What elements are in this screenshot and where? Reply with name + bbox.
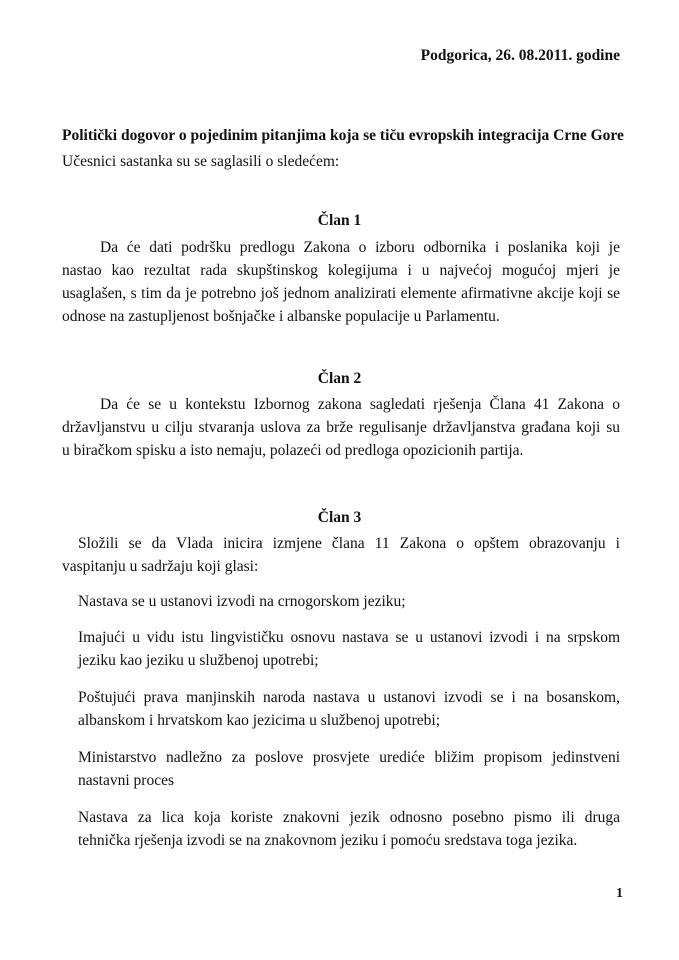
list-item: tehnička rješenja izvodi se na znakovnom jeziku i pomoću sredstava toga jezika. — [78, 832, 578, 849]
article-1-line: Da će dati podršku predlogu Zakona o izboru odbornika i poslanika koji je — [100, 239, 620, 256]
list-item: Imajući u vidu istu lingvističku osnovu nastava se u ustanovi izvodi i na srpskom — [78, 629, 620, 646]
article-2-heading: Član 2 — [317, 370, 362, 387]
article-1-line: odnose na zastupljenost bošnjačke i albanske populacije u Parlamentu. — [62, 308, 500, 325]
article-2-line: državljanstvu u cilju stvaranja uslova za brže regulisanje državljanstva građana koji su — [62, 419, 620, 436]
article-1-heading: Član 1 — [317, 212, 362, 229]
document-title: Politički dogovor o pojedinim pitanjima koja se tiču evropskih integracija Crne Gore — [62, 127, 624, 144]
list-item: Ministarstvo nadležno za poslove prosvjete urediće bližim propisom jedinstveni — [78, 749, 620, 766]
list-item: jeziku kao jeziku u službenoj upotrebi; — [78, 652, 319, 669]
article-3-line: Složili se da Vlada inicira izmjene člana 11 Zakona o opštem obrazovanju i — [78, 535, 620, 552]
article-1-line: nastao kao rezultat rada skupštinskog kolegijuma i u najvećoj mogućoj mjeri je — [62, 262, 620, 279]
list-item: nastavni proces — [78, 772, 174, 789]
article-2-line: Da će se u kontekstu Izbornog zakona sagledati rješenja Člana 41 Zakona o — [100, 396, 620, 413]
intro-text: Učesnici sastanka su se saglasili o sledećem: — [62, 153, 340, 170]
list-item: Nastava za lica koja koriste znakovni jezik odnosno posebno pismo ili druga — [78, 809, 620, 826]
article-1-line: usaglašen, s tim da je potrebno još jednom analizirati elemente afirmativne akcije koji se — [62, 285, 620, 302]
document-date: Podgorica, 26. 08.2011. godine — [420, 47, 620, 64]
article-3-line: vaspitanju u sadržaju koji glasi: — [62, 558, 259, 575]
article-2-line: u biračkom spisku a isto nemaju, polazeći od predloga opozicionih partija. — [62, 442, 524, 459]
list-item: Poštujući prava manjinskih naroda nastava u ustanovi izvodi se i na bosanskom, — [78, 689, 620, 706]
article-3-heading: Član 3 — [317, 509, 362, 526]
list-item: Nastava se u ustanovi izvodi na crnogorskom jeziku; — [78, 593, 406, 610]
page-number: 1 — [616, 886, 623, 901]
list-item: albanskom i hrvatskom kao jezicima u službenoj upotrebi; — [78, 712, 441, 729]
